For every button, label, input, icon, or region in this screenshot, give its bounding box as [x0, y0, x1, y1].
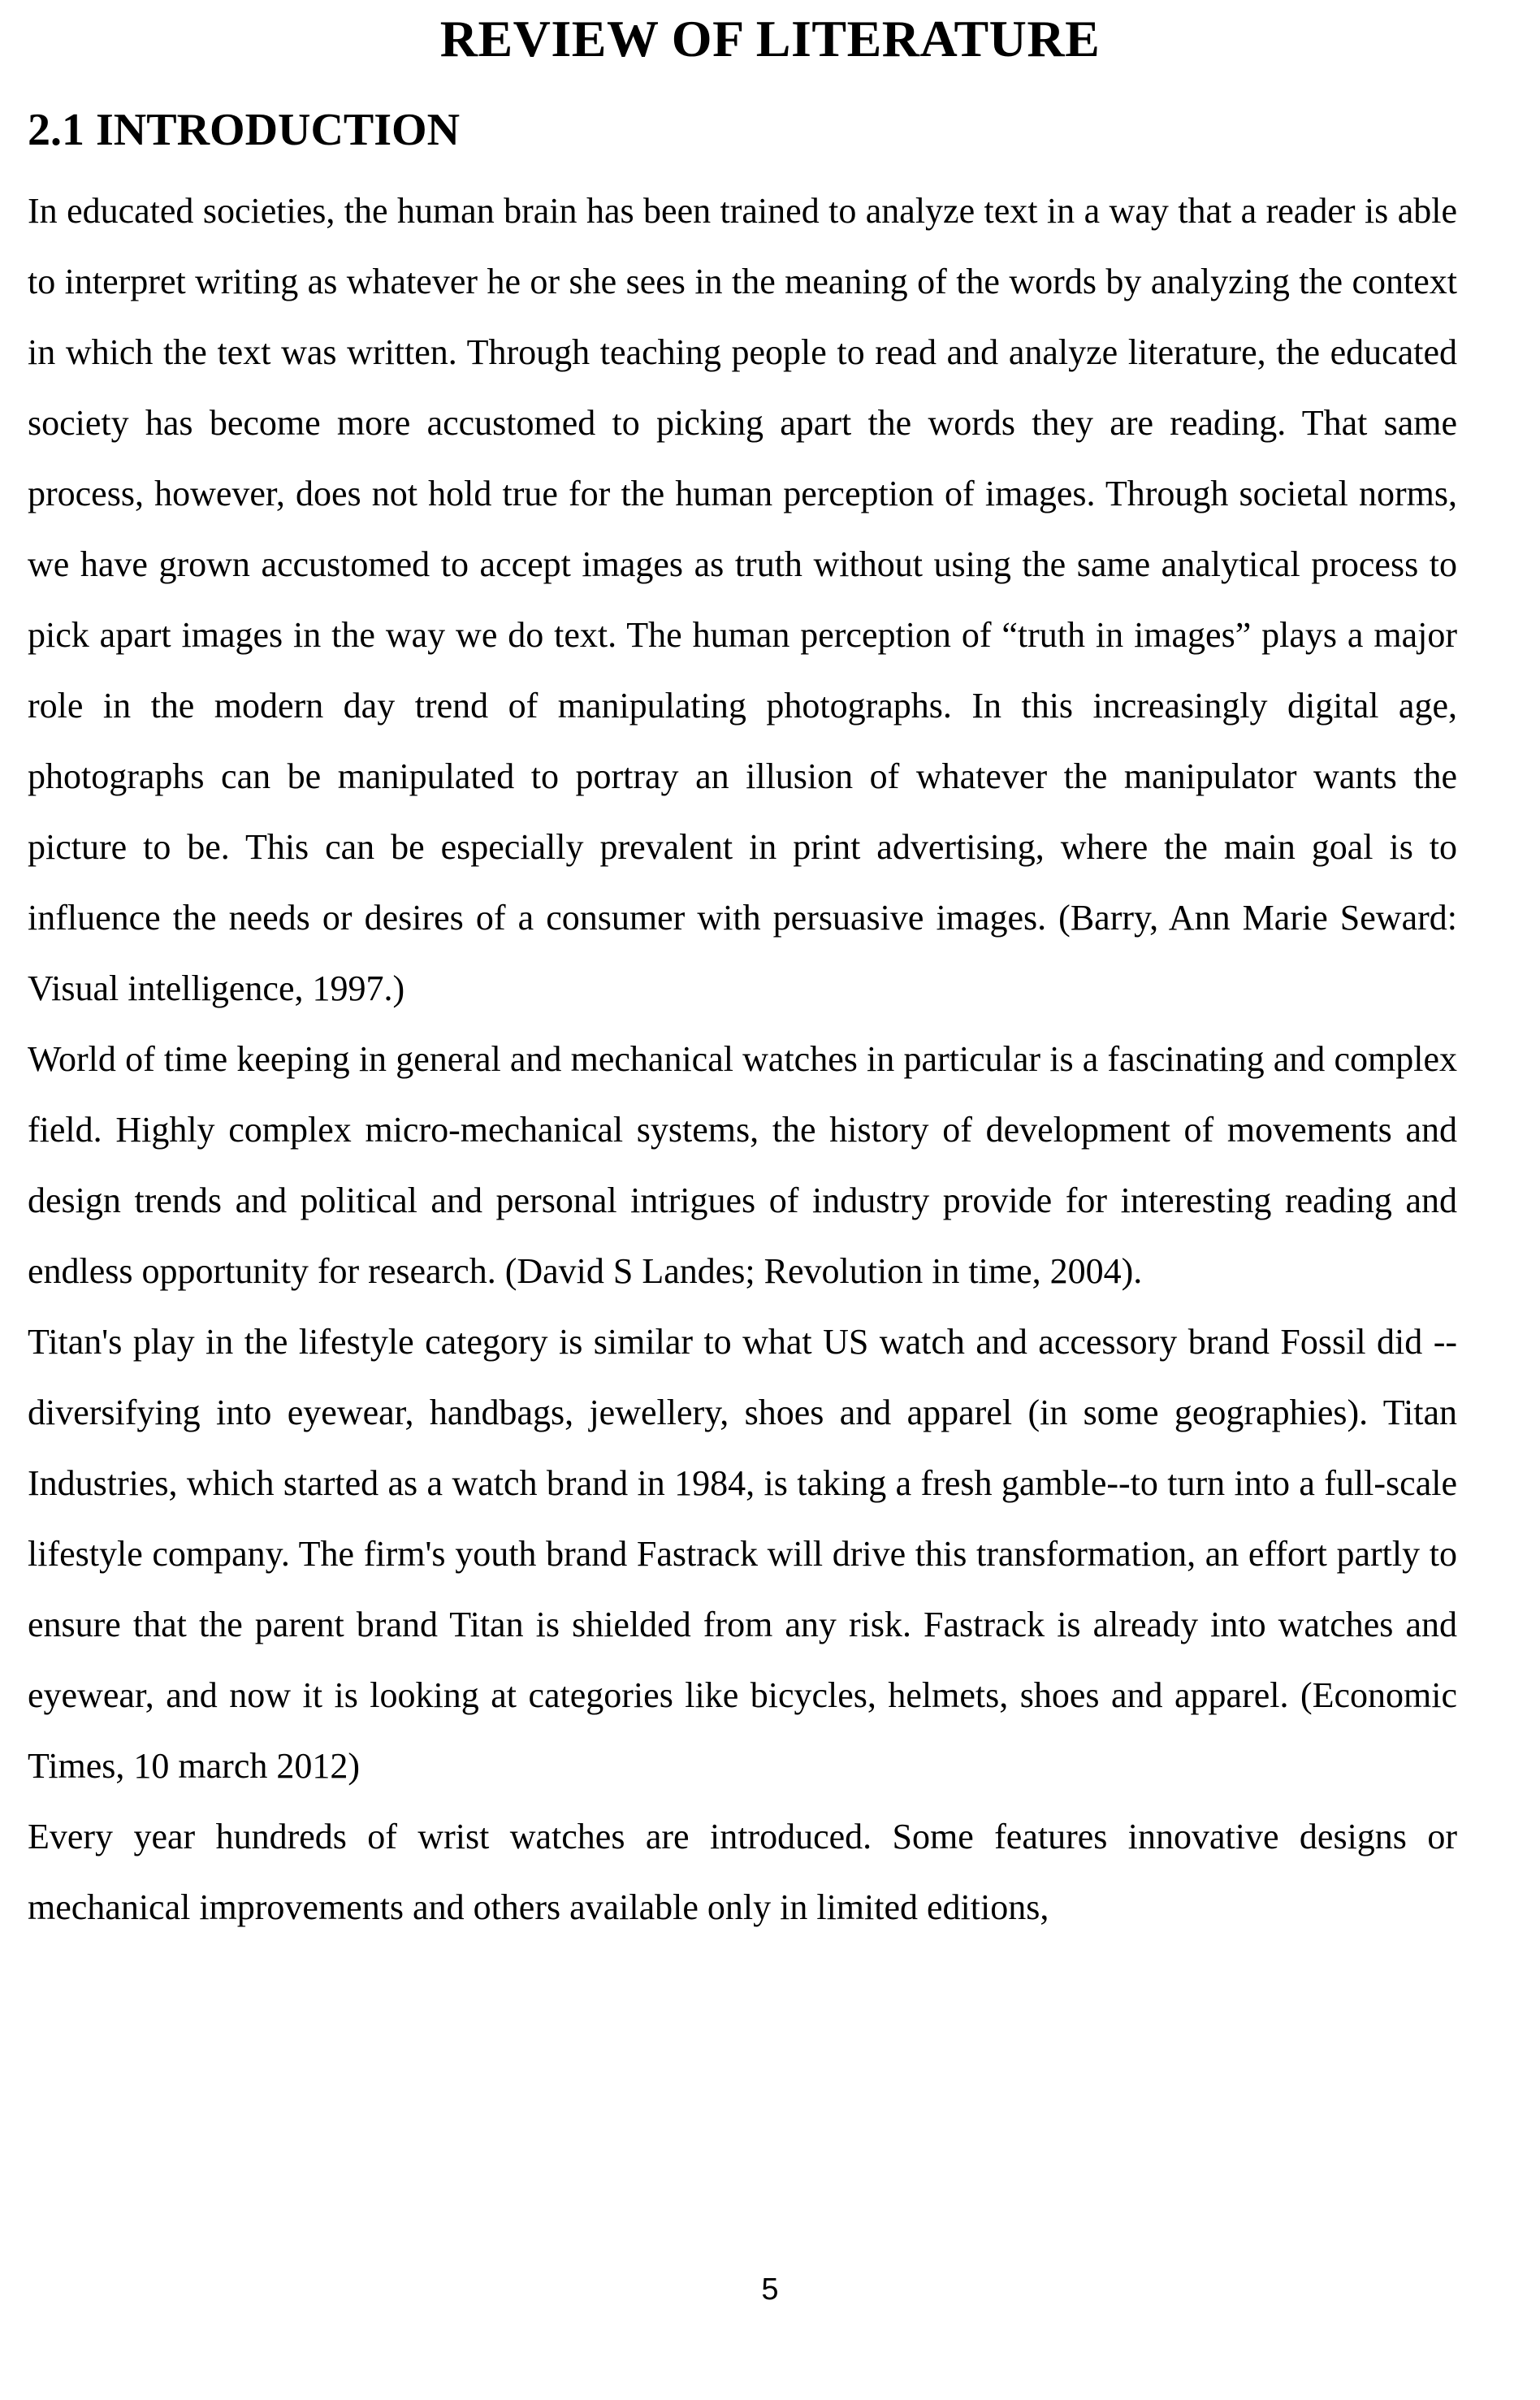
paragraph-titan-lifestyle: Titan's play in the lifestyle category is similar to what US watch and accessory brand Fossil did --diversifying into eyewear, handbags, jewellery, shoes and apparel (in some geographies). Titan Industries, which started as a watch brand in 1984, is taking a fresh gamble--to turn into a full-scale lifestyle company. The firm's youth brand Fastrack will drive this transformation, an effort partly to ensure that the parent brand Titan is shielded from any risk. Fastrack is already into watches and eyewear, and now it is looking at categories like bicycles, helmets, shoes and apparel. (Economic Times, 10 march 2012): [28, 1322, 1457, 1786]
paragraph-wrist-watches: Every year hundreds of wrist watches are introduced. Some features innovative designs or mechanical improvements and others available only in limited editions,: [28, 1817, 1457, 1927]
page-number: 5: [761, 2272, 779, 2307]
paragraph-time-keeping: World of time keeping in general and mechanical watches in particular is a fascinating and complex field. Highly complex micro-mechanical systems, the history of development of movements and design trends and political and personal intrigues of industry provide for interesting reading and endless opportunity for research. (David S Landes; Revolution in time, 2004).: [28, 1039, 1457, 1291]
section-heading: 2.1 INTRODUCTION: [28, 105, 461, 155]
body-text: [28, 175, 1457, 1943]
paragraph-image-perception: In educated societies, the human brain has been trained to analyze text in a way that a reader is able to interpret writing as whatever he or she sees in the meaning of the words by analyzing the context in which the text was written. Through teaching people to read and analyze literature, the educated society has become more accustomed to picking apart the words they are reading. That same process, however, does not hold true for the human perception of images. Through societal norms, we have grown accustomed to accept images as truth without using the same analytical process to pick apart images in the way we do text. The human perception of “truth in images” plays a major role in the modern day trend of manipulating photographs. In this increasingly digital age, photographs can be manipulated to portray an illusion of whatever the manipulator wants the picture to be. This can be especially prevalent in print advertising, where the main goal is to influence the needs or desires of a consumer with persuasive images. (Barry, Ann Marie Seward: Visual intelligence, 1997.): [28, 191, 1457, 1008]
chapter-title: REVIEW OF LITERATURE: [439, 10, 1101, 67]
